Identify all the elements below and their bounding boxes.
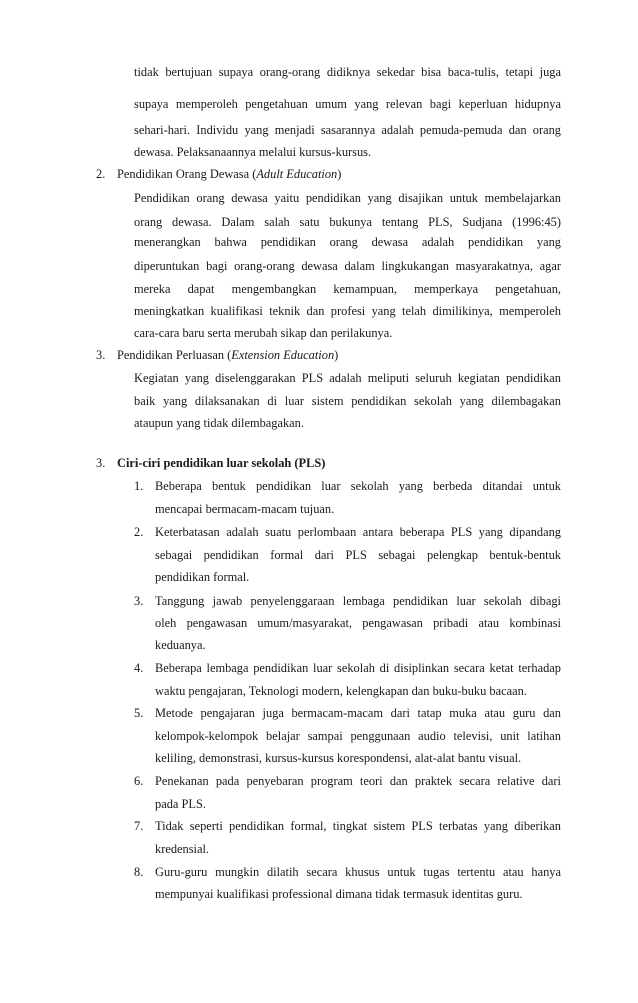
list-item-line: keduanya. <box>155 638 206 652</box>
section-title: Pendidikan Perluasan (Extension Education) <box>117 348 339 362</box>
list-item-line: Beberapa bentuk pendidikan luar sekolah yang berbeda ditandai untuk <box>155 479 561 493</box>
list-item-number: 1. <box>134 479 144 493</box>
section-para-line: baik yang dilaksanakan di luar sistem pendidikan sekolah yang dilembagakan <box>134 394 561 408</box>
section-para-line: orang dewasa. Dalam salah satu bukunya tentang PLS, Sudjana (1996:45) <box>134 215 561 229</box>
section-number: 3. <box>96 348 106 362</box>
list-item-line: mempunyai kualifikasi professional dimana tidak termasuk identitas guru. <box>155 887 523 901</box>
list-item-number: 4. <box>134 661 144 675</box>
list-item-line: Tanggung jawab penyelenggaraan lembaga pendidikan luar sekolah dibagi <box>155 594 561 608</box>
section-para-line: Pendidikan orang dewasa yaitu pendidikan yang disajikan untuk membelajarkan <box>134 191 561 205</box>
list-item-number: 5. <box>134 706 144 720</box>
section-para-line: cara-cara baru serta merubah sikap dan perilakunya. <box>134 326 393 340</box>
list-item-line: waktu pengajaran, Teknologi modern, kelengkapan dan buku-buku bacaan. <box>155 684 527 698</box>
list-item-line: Penekanan pada penyebaran program teori dan praktek secara relative dari <box>155 774 561 788</box>
section-para-line: menerangkan bahwa pendidikan orang dewasa adalah pendidikan yang <box>134 235 561 249</box>
list-item-line: sebagai pendidikan formal dari PLS sebagai pelengkap bentuk-bentuk <box>155 548 561 562</box>
list-item-number: 2. <box>134 525 144 539</box>
heading-number: 3. <box>96 456 106 470</box>
list-item-line: pada PLS. <box>155 797 206 811</box>
list-item-line: oleh pengawasan umum/masyarakat, pengawasan pribadi atau kombinasi <box>155 616 561 630</box>
section-para-line: meningkatkan kualifikasi teknik dan profesi yang telah dimilikinya, memperoleh <box>134 304 561 318</box>
list-item-number: 3. <box>134 594 144 608</box>
list-item-line: Metode pengajaran juga bermacam-macam dari tatap muka atau guru dan <box>155 706 561 720</box>
list-item-line: Guru-guru mungkin dilatih secara khusus untuk tugas tertentu atau hanya <box>155 865 561 879</box>
section-para-line: mereka dapat mengembangkan kemampuan, memperkaya pengetahuan, <box>134 282 561 296</box>
list-item-line: Keterbatasan adalah suatu perlombaan antara beberapa PLS yang dipandang <box>155 525 561 539</box>
section-para-line: Kegiatan yang diselenggarakan PLS adalah meliputi seluruh kegiatan pendidikan <box>134 371 561 385</box>
list-item-line: Beberapa lembaga pendidikan luar sekolah di disiplinkan secara ketat terhadap <box>155 661 561 675</box>
list-item-line: kelompok-kelompok belajar sampai penggunaan audio televisi, unit latihan <box>155 729 561 743</box>
section-para-line: diperuntukan bagi orang-orang dewasa dalam lingkukangan masyarakatnya, agar <box>134 259 561 273</box>
list-item-number: 7. <box>134 819 144 833</box>
list-item-line: keliling, demonstrasi, kursus-kursus korespondensi, alat-alat bantu visual. <box>155 751 522 765</box>
list-item-line: mencapai bermacam-macam tujuan. <box>155 502 335 516</box>
intro-line: sehari-hari. Individu yang menjadi sasarannya adalah pemuda-pemuda dan orang <box>134 123 561 137</box>
list-item-number: 8. <box>134 865 144 879</box>
section-title: Pendidikan Orang Dewasa (Adult Education) <box>117 167 342 181</box>
intro-line: tidak bertujuan supaya orang-orang didiknya sekedar bisa baca-tulis, tetapi juga <box>134 65 561 79</box>
section-para-line: ataupun yang tidak dilembagakan. <box>134 416 304 430</box>
list-item-line: Tidak seperti pendidikan formal, tingkat sistem PLS terbatas yang diberikan <box>155 819 561 833</box>
intro-line: dewasa. Pelaksanaannya melalui kursus-kursus. <box>134 145 372 159</box>
list-item-line: kredensial. <box>155 842 210 856</box>
list-item-number: 6. <box>134 774 144 788</box>
list-item-line: pendidikan formal. <box>155 570 250 584</box>
section-number: 2. <box>96 167 106 181</box>
intro-line: supaya memperoleh pengetahuan umum yang relevan bagi keperluan hidupnya <box>134 97 561 111</box>
heading-title: Ciri-ciri pendidikan luar sekolah (PLS) <box>117 456 326 470</box>
